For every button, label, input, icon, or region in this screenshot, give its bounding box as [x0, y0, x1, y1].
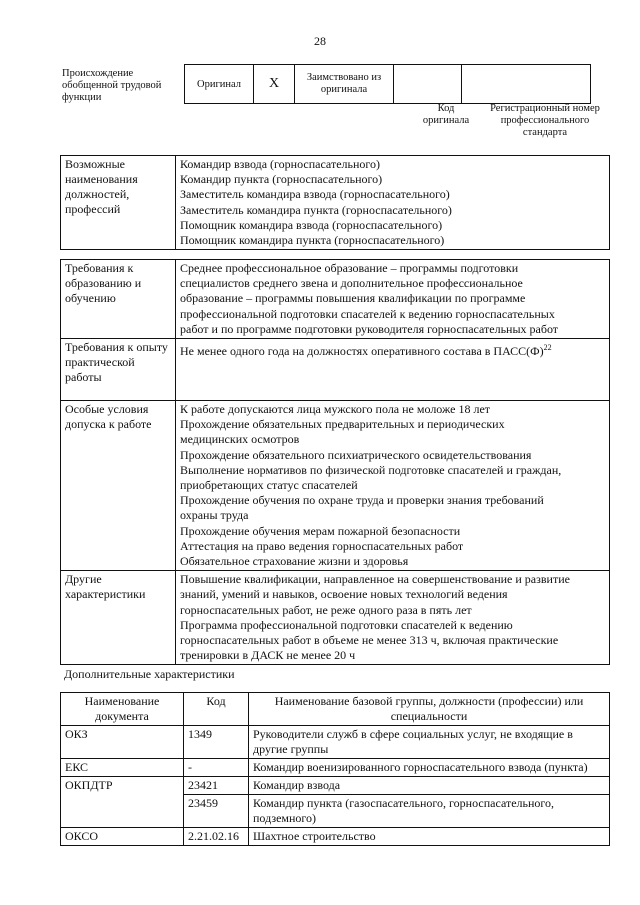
requirements-line: Не менее одного года на должностях оперативного состава в $ПАСС(Ф)^{22}$ — [180, 343, 552, 359]
requirements-line: знаний, умений и навыков, освоение новых технологий ведения — [180, 587, 508, 602]
extra-header-cell: Наименование документа — [61, 693, 184, 726]
table-row — [61, 759, 610, 777]
requirements-line: профессиональной подготовки спасателей к ведению горноспасательных — [180, 306, 555, 321]
requirements-line: горноспасательных работ в объеме не менее 313 ч, включая практические — [180, 633, 559, 648]
requirements-line: специалистов среднего звена и дополнительное профессиональное — [180, 276, 523, 291]
requirements-values — [176, 260, 610, 339]
requirements-values — [176, 571, 610, 665]
reg-caption: Регистрационный номер профессионального стандарта — [490, 103, 600, 138]
requirements-line: Выполнение нормативов по физической подготовке спасателей и граждан, — [180, 462, 562, 477]
table-row — [61, 726, 610, 759]
origin-reg-cell — [462, 65, 591, 104]
extra-header-cell: Код — [184, 693, 249, 726]
requirements-label: Другие характеристики — [61, 571, 176, 665]
extra-code-cell: 23459 — [184, 795, 249, 828]
requirements-values — [176, 401, 610, 571]
requirements-line: Аттестация на право ведения горноспасательных работ — [180, 538, 464, 553]
extra-code-cell: - — [184, 759, 249, 777]
requirements-line: Прохождение обучения по охране труда и проверки знания требований — [180, 493, 544, 508]
requirements-row-experience — [61, 339, 610, 401]
extra-code-cell: 23421 — [184, 777, 249, 795]
extra-name-cell: Командир пункта (газоспасательного, горноспасательного, подземного) — [249, 795, 610, 828]
names-values — [176, 156, 610, 250]
requirements-label: Требования к образованию и обучению — [61, 260, 176, 339]
requirements-line: Прохождение обучения мерам пожарной безопасности — [180, 523, 461, 538]
requirements-line: горноспасательных работ, не реже одного раза в пять лет — [180, 602, 472, 617]
page-number: 28 — [314, 34, 326, 48]
extra-name-cell: Командир взвода — [249, 777, 610, 795]
requirements-line: Обязательное страхование жизни и здоровья — [180, 554, 409, 569]
requirements-line: охраны труда — [180, 508, 249, 523]
extra-title: Дополнительные характеристики — [64, 667, 235, 681]
requirements-line: Прохождение обязательного психиатрического освидетельствования — [180, 447, 532, 462]
requirements-table — [60, 259, 610, 665]
extra-table — [60, 692, 610, 846]
origin-table — [184, 64, 591, 104]
extra-code-cell: 1349 — [184, 726, 249, 759]
origin-code-cell — [394, 65, 462, 104]
extra-doc-cell: ЕКС — [61, 759, 184, 777]
names-item: Заместитель командира пункта (горноспасательного) — [180, 202, 452, 217]
names-table — [60, 155, 610, 250]
requirements-line: Среднее профессиональное образование – программы подготовки — [180, 261, 519, 275]
code-caption: Код оригинала — [422, 103, 470, 126]
names-item: Командир взвода (горноспасательного) — [180, 157, 381, 171]
extra-header-cell: Наименование базовой группы, должности (профессии) или специальности — [249, 693, 610, 726]
extra-code-cell: 2.21.02.16 — [184, 828, 249, 846]
extra-doc-cell: ОКПДТР — [61, 777, 184, 828]
requirements-row-other — [61, 571, 610, 665]
names-label: Возможные наименования должностей, профессий — [61, 156, 176, 250]
requirements-row-admission — [61, 401, 610, 571]
requirements-values — [176, 339, 610, 401]
origin-mark-cell: X — [254, 65, 295, 104]
origin-original-cell: Оригинал — [185, 65, 254, 104]
requirements-line: К работе допускаются лица мужского пола не моложе 18 лет — [180, 402, 491, 417]
origin-borrowed-cell: Заимствовано из оригинала — [295, 65, 394, 104]
names-item: Помощник командира пункта (горноспасательного) — [180, 233, 445, 248]
requirements-label: Особые условия допуска к работе — [61, 401, 176, 571]
requirements-line: Программа профессиональной подготовки спасателей к ведению — [180, 617, 513, 632]
extra-doc-cell: ОКЗ — [61, 726, 184, 759]
requirements-line: медицинских осмотров — [180, 432, 300, 447]
extra-name-cell: Руководители служб в сфере социальных услуг, не входящие в другие группы — [249, 726, 610, 759]
requirements-line: Прохождение обязательных предварительных и периодических — [180, 417, 505, 432]
requirements-line: образование – программы повышения квалификации по программе — [180, 291, 526, 306]
requirements-line: работ и по программе подготовки руководителя горноспасательных работ — [180, 321, 559, 336]
table-row — [61, 828, 610, 846]
extra-name-cell: Шахтное строительство — [249, 828, 610, 846]
names-item: Заместитель командира взвода (горноспасательного) — [180, 187, 450, 202]
requirements-label: Требования к опыту практической работы — [61, 339, 176, 401]
extra-doc-cell: ОКСО — [61, 828, 184, 846]
origin-label: Происхождение обобщенной трудовой функции — [62, 68, 162, 103]
extra-header-row — [61, 693, 610, 726]
names-item: Командир пункта (горноспасательного) — [180, 172, 383, 187]
extra-name-cell: Командир военизированного горноспасательного взвода (пункта) — [249, 759, 610, 777]
names-item: Помощник командира взвода (горноспасательного) — [180, 217, 443, 232]
requirements-line: приобретающих статус спасателей — [180, 478, 358, 493]
requirements-row-education — [61, 260, 610, 339]
requirements-line: Повышение квалификации, направленное на совершенствование и развитие — [180, 572, 570, 587]
requirements-line: тренировки в ДАСК не менее 20 ч — [180, 648, 356, 663]
table-row — [61, 777, 610, 795]
footnote-marker: 22 — [543, 343, 552, 353]
